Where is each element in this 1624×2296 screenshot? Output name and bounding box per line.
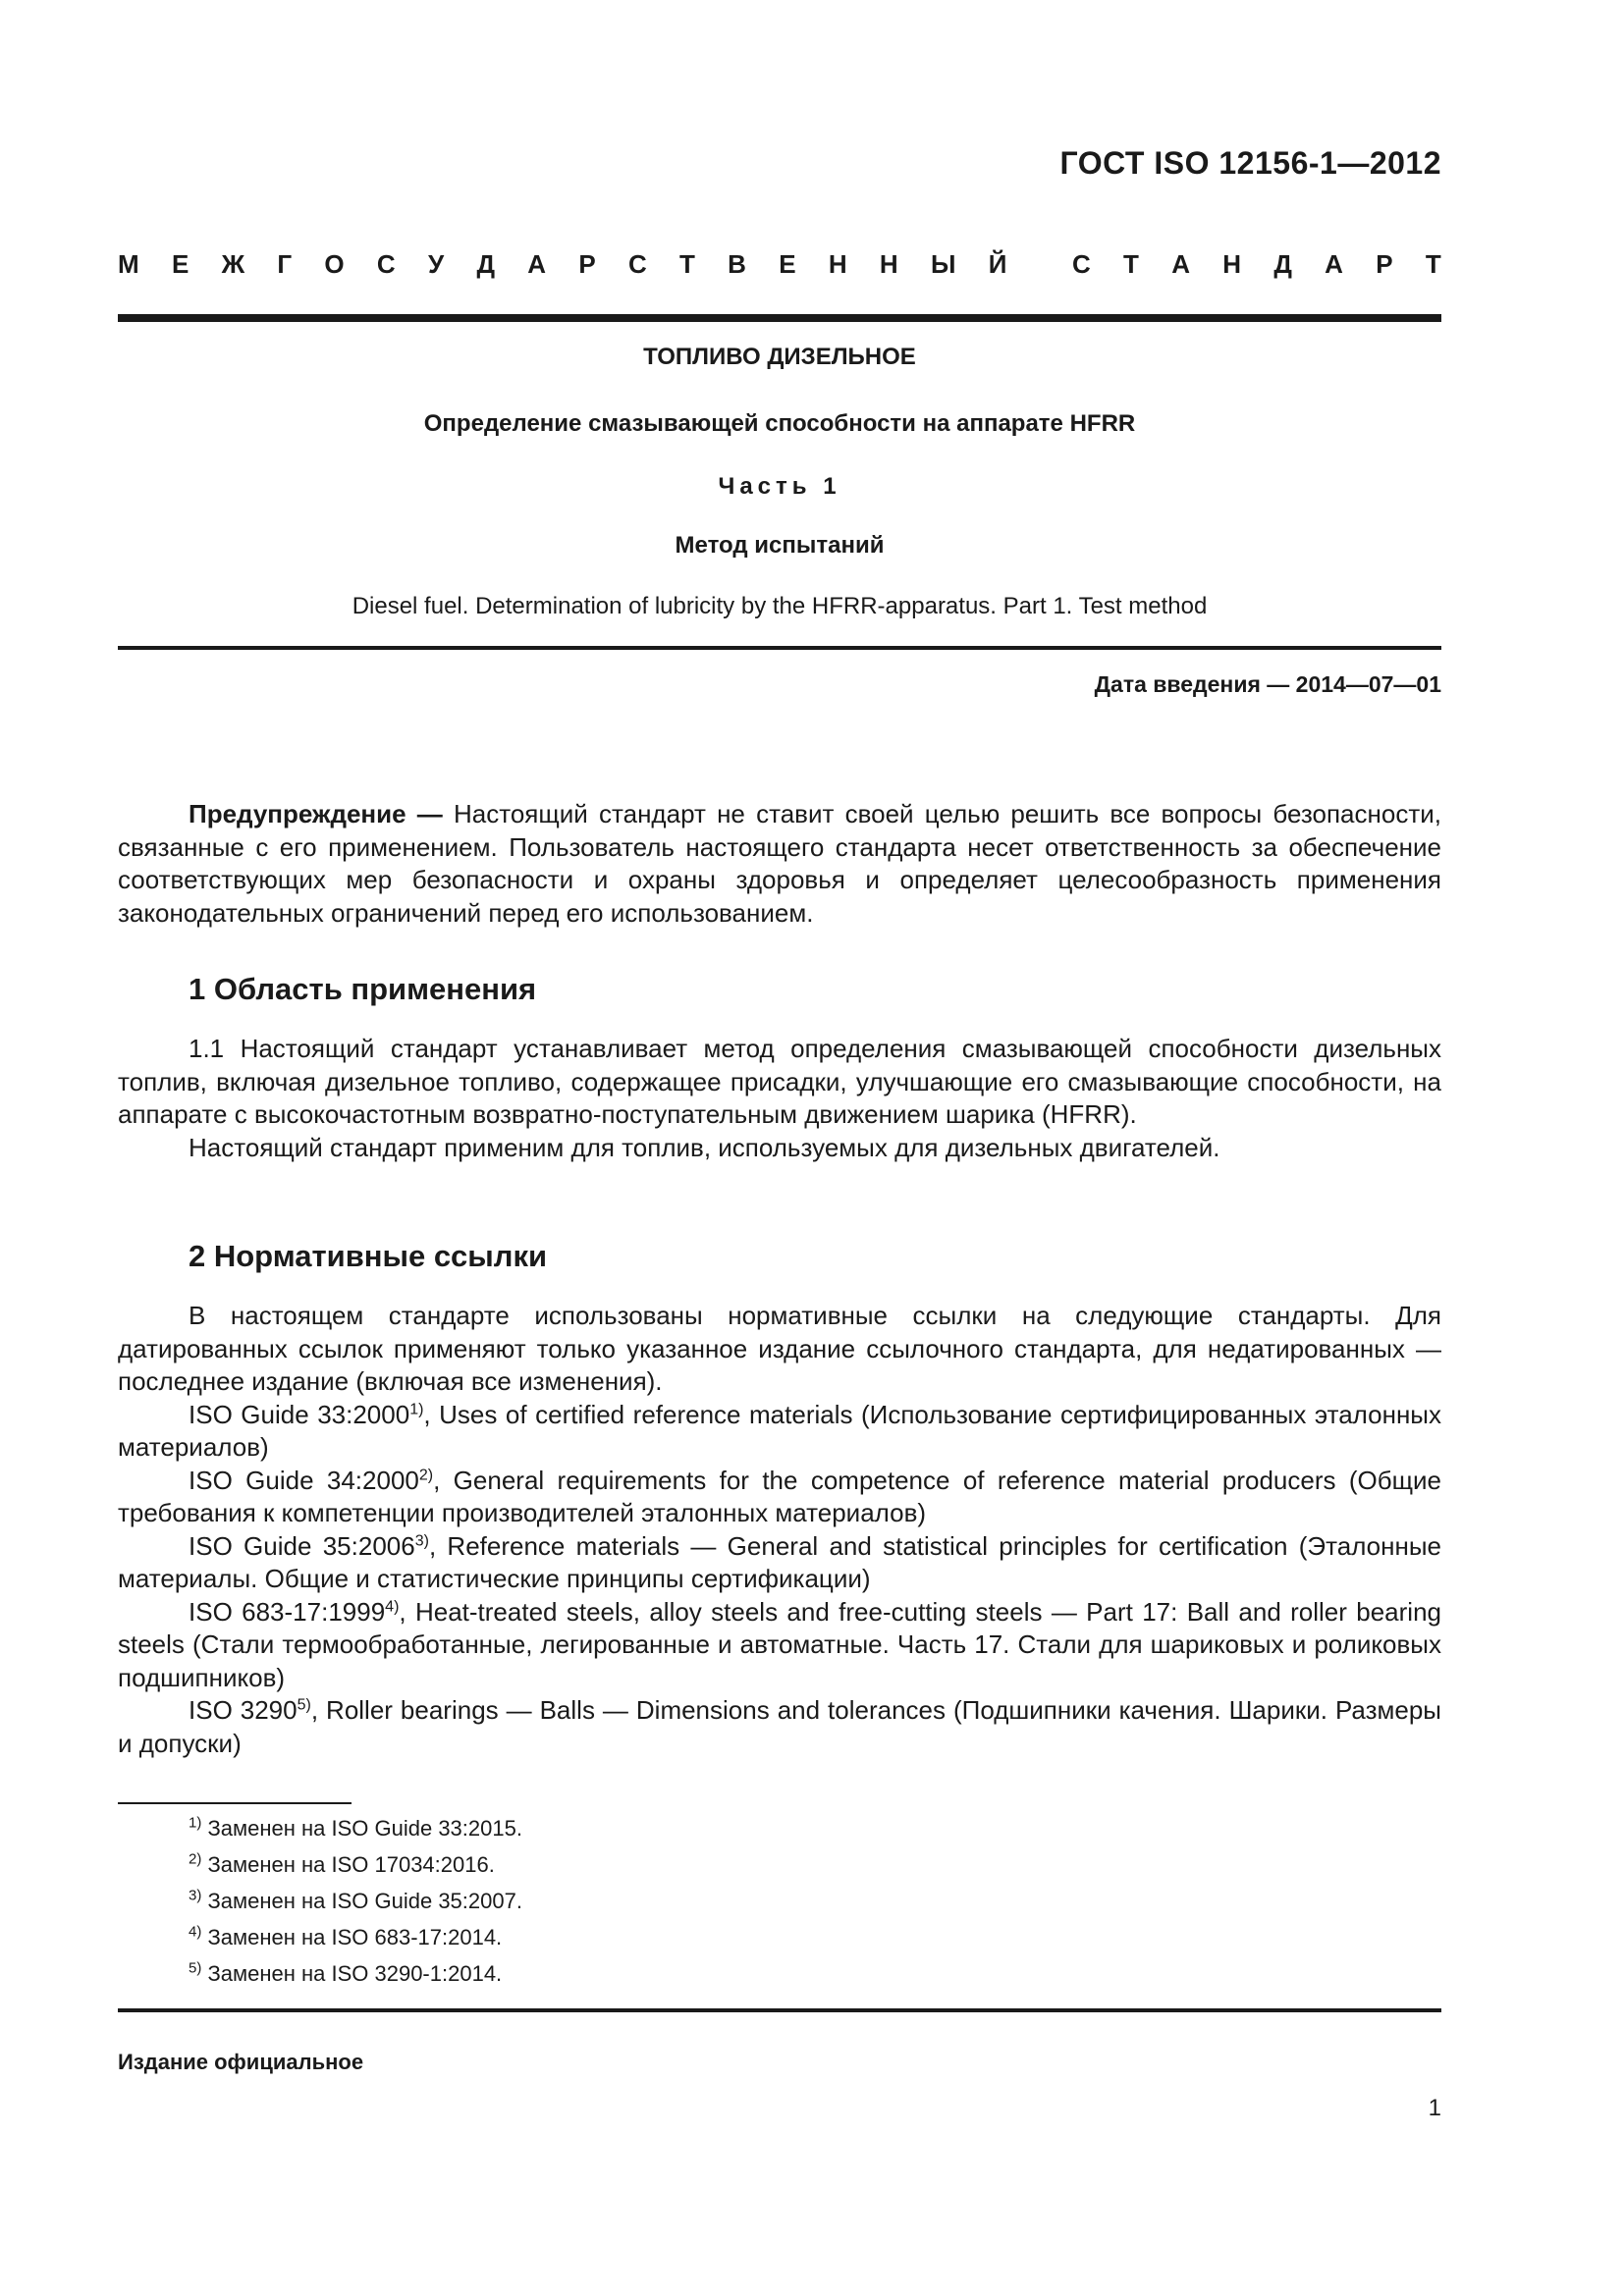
reference-code: ISO Guide 34:2000 — [189, 1465, 419, 1495]
official-edition-label: Издание официальное — [118, 2050, 364, 2074]
reference-text: , Uses of certified reference materials (Использование сертифицированных эталонных материалов) — [118, 1399, 1441, 1462]
footnote — [189, 1816, 522, 1842]
banner-letter: С — [1071, 249, 1091, 279]
footnote — [189, 1852, 495, 1878]
reference-item — [118, 1596, 1441, 1695]
reference-text: , General requirements for the competence of reference material producers (Общие требования к компетенции производителей эталонных материалов) — [118, 1465, 1441, 1527]
warning-label: Предупреждение — — [189, 799, 443, 828]
footnote-mark: 1) — [189, 1814, 202, 1832]
banner-letter: Г — [277, 249, 293, 279]
footnote — [189, 1889, 522, 1914]
banner-letter: Т — [679, 249, 695, 279]
footnote-mark: 5) — [297, 1696, 311, 1714]
reference-item — [118, 1399, 1441, 1465]
reference-text: , Reference materials — General and statistical principles for certification (Эталонные материалы. Общие и статистические принципы сертификации) — [118, 1530, 1441, 1593]
document-method: Метод испытаний — [675, 532, 885, 559]
page-number: 1 — [1428, 2095, 1441, 2121]
section-1-body — [118, 1033, 1441, 1164]
reference-code: ISO 683-17:1999 — [189, 1596, 386, 1627]
banner-letter: Н — [828, 249, 847, 279]
banner-letter: Р — [578, 249, 596, 279]
document-title: ТОПЛИВО ДИЗЕЛЬНОЕ — [643, 344, 916, 370]
gost-code: ГОСТ ISO 12156-1—2012 — [1059, 145, 1441, 181]
reference-item — [118, 1694, 1441, 1760]
footnote-mark: 2) — [418, 1466, 434, 1483]
banner-letter: Д — [476, 249, 495, 279]
interstate-standard-banner — [118, 249, 1441, 280]
banner-letter: Й — [988, 249, 1007, 279]
footer-rule — [118, 2008, 1441, 2012]
footnote-mark: 4) — [385, 1597, 400, 1615]
footnote-mark: 2) — [189, 1850, 202, 1868]
banner-letter: Ы — [930, 249, 956, 279]
paragraph: 1.1 Настоящий стандарт устанавливает метод определения смазывающей способности дизельных топлив, включая дизельное топливо, содержащее присадки, улучшающие его смазывающие способности, на аппарате с высокочастотным возвратно-поступательным движением шарика (HFRR). — [118, 1034, 1441, 1129]
banner-letter: Т — [1123, 249, 1139, 279]
banner-letter: Н — [879, 249, 898, 279]
banner-letter: Т — [1425, 249, 1441, 279]
banner-letter: Р — [1376, 249, 1393, 279]
banner-letter: О — [324, 249, 345, 279]
paragraph: В настоящем стандарте использованы нормативные ссылки на следующие стандарты. Для датированных ссылок применяют только указанное издание ссылочного стандарта, для недатированных — последнее издание (включая все изменения). — [118, 1301, 1441, 1396]
banner-letter: У — [427, 249, 445, 279]
document-part: Часть 1 — [718, 473, 841, 500]
reference-code: ISO Guide 35:2006 — [189, 1530, 415, 1561]
banner-letter: С — [627, 249, 647, 279]
reference-text: , Roller bearings — Balls — Dimensions and tolerances (Подшипники качения. Шарики. Размеры и допуски) — [118, 1695, 1441, 1758]
banner-letter: А — [527, 249, 547, 279]
section-1-heading: 1 Область применения — [189, 972, 537, 1006]
reference-code: ISO Guide 33:2000 — [189, 1399, 410, 1429]
footnote-mark: 3) — [414, 1531, 429, 1549]
banner-letter: А — [1171, 249, 1190, 279]
header-rule — [118, 314, 1441, 322]
banner-letter: Е — [171, 249, 189, 279]
document-subtitle: Определение смазывающей способности на аппарате HFRR — [423, 410, 1136, 437]
banner-letter: М — [118, 249, 139, 279]
reference-text: , Heat-treated steels, alloy steels and free-cutting steels — Part 17: Ball and roller bearing steels (Стали термообработанные, легированные и автоматные. Часть 17. Стали для шариковых и роликовых подшипников) — [118, 1596, 1441, 1692]
footnote-mark: 4) — [189, 1923, 202, 1941]
paragraph: Настоящий стандарт применим для топлив, используемых для дизельных двигателей. — [189, 1132, 1220, 1162]
banner-letter: Д — [1273, 249, 1292, 279]
banner-letter: С — [376, 249, 396, 279]
footnote — [189, 1925, 502, 1950]
footnote-text: Заменен на ISO Guide 35:2007. — [201, 1889, 522, 1913]
warning-paragraph — [118, 798, 1441, 930]
banner-letter: В — [728, 249, 746, 279]
footnote-text: Заменен на ISO Guide 33:2015. — [201, 1816, 522, 1841]
warning-block — [118, 798, 1441, 930]
footnote — [189, 1961, 502, 1987]
reference-item — [118, 1465, 1441, 1530]
banner-letter: Е — [779, 249, 796, 279]
section-2-body — [118, 1300, 1441, 1760]
warning-text: Настоящий стандарт не ставит своей целью решить все вопросы безопасности, связанные с его применением. Пользователь настоящего стандарта несет ответственность за обеспечение соответствующих мер безопасности и охраны здоровья и определяет целесообразность применения законодательных ограничений перед его использованием. — [118, 799, 1441, 928]
footnote-separator — [118, 1802, 352, 1804]
introduction-date: Дата введения — 2014—07—01 — [1094, 671, 1441, 697]
footnote-mark: 1) — [409, 1400, 424, 1417]
banner-letter: Н — [1222, 249, 1242, 279]
english-title: Diesel fuel. Determination of lubricity by the HFRR-apparatus. Part 1. Test method — [352, 593, 1208, 619]
section-2-heading: 2 Нормативные ссылки — [189, 1239, 548, 1273]
banner-letter: Ж — [221, 249, 245, 279]
reference-code: ISO 3290 — [189, 1695, 298, 1725]
footnote-mark: 3) — [189, 1887, 202, 1904]
footnote-text: Заменен на ISO 683-17:2014. — [201, 1925, 503, 1949]
banner-letter: А — [1325, 249, 1343, 279]
footnote-text: Заменен на ISO 17034:2016. — [201, 1852, 495, 1877]
reference-item — [118, 1530, 1441, 1596]
footnote-text: Заменен на ISO 3290-1:2014. — [201, 1961, 503, 1986]
title-rule — [118, 646, 1441, 650]
footnote-mark: 5) — [189, 1959, 202, 1977]
